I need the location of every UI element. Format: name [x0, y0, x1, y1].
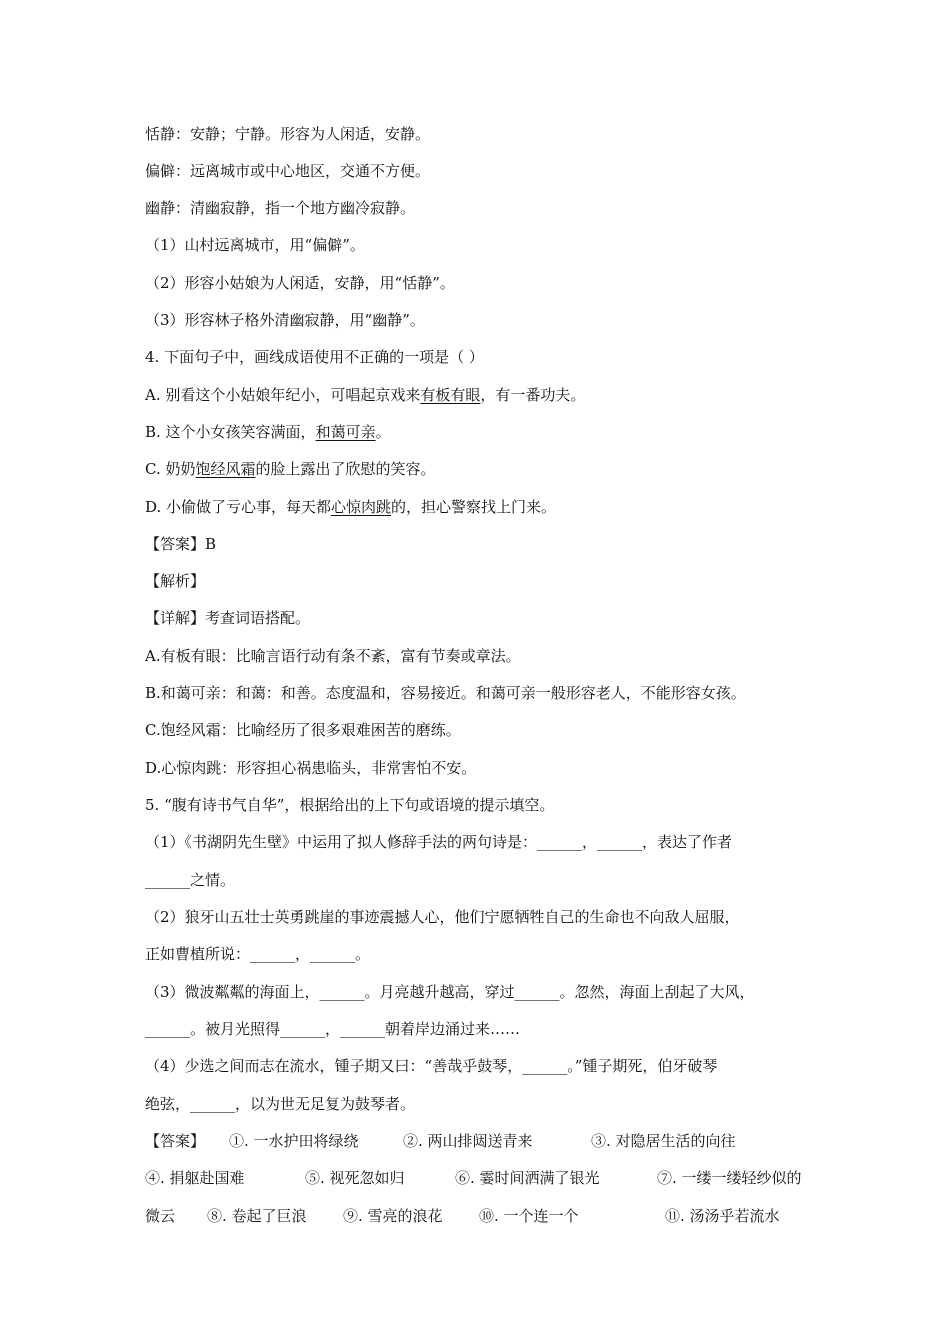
question-4-answer: 【答案】B — [145, 535, 217, 553]
answer-1: ①. 一水护田将绿绕 — [229, 1132, 359, 1150]
question-5-answer-label: 【答案】 — [145, 1132, 206, 1150]
question-5-part-4-cont: 绝弦，______，以为世无足复为鼓琴者。 — [145, 1095, 416, 1113]
explanation-d: D.心惊肉跳：形容担心祸患临头，非常害怕不安。 — [145, 759, 477, 777]
answer-6: ⑥. 霎时间洒满了银光 — [455, 1169, 600, 1187]
question-5-part-1-cont: ______之情。 — [145, 871, 236, 889]
question-5-part-3: （3）微波粼粼的海面上，______。月亮越升越高，穿过______。忽然，海面上刮起了大风， — [145, 983, 755, 1001]
definition-tianjing: 恬静：安静；宁静。形容为人闲适，安静。 — [145, 125, 431, 143]
explanation-b: B.和蔼可亲：和蔼：和善。态度温和，容易接近。和蔼可亲一般形容老人，不能形容女孩。 — [145, 684, 746, 702]
question-5-answer-row-2 — [145, 1167, 825, 1189]
question-5-part-1: （1）《书湖阴先生壁》中运用了拟人修辞手法的两句诗是：______，______，表达了作者 — [145, 833, 733, 851]
definition-pianpi: 偏僻：远离城市或中心地区，交通不方便。 — [145, 162, 431, 180]
question-4-option-b — [145, 421, 825, 443]
usage-1: （1）山村远离城市，用“偏僻”。 — [145, 236, 365, 254]
option-c-text: C. 奶奶 — [145, 460, 196, 478]
answer-5: ⑤. 视死忽如归 — [305, 1169, 405, 1187]
question-4-stem: 4. 下面句子中，画线成语使用不正确的一项是（ ） — [145, 348, 484, 366]
explanation-a: A.有板有眼：比喻言语行动有条不紊，富有节奏或章法。 — [145, 647, 521, 665]
answer-9: ⑨. 雪亮的浪花 — [343, 1207, 443, 1225]
answer-4: ④. 捐躯赴国难 — [145, 1169, 245, 1187]
option-d-text: D. 小偷做了亏心事，每天都 — [145, 498, 332, 516]
answer-8: ⑧. 卷起了巨浪 — [207, 1207, 307, 1225]
question-4-option-c — [145, 458, 825, 480]
question-4-detail: 【详解】考查词语搭配。 — [145, 609, 311, 627]
option-d-idiom: 心惊肉跳 — [331, 498, 392, 516]
answer-7: ⑦. 一缕一缕轻纱似的 — [657, 1169, 802, 1187]
question-4-analysis: 【解析】 — [145, 572, 206, 590]
question-5-part-3-cont: ______。被月光照得______，______朝着岸边涌过来…… — [145, 1020, 521, 1038]
question-5-answer-row-1 — [145, 1130, 825, 1152]
answer-3: ③. 对隐居生活的向往 — [591, 1132, 736, 1150]
answer-10: ⑩. 一个连一个 — [479, 1207, 579, 1225]
option-b-text: B. 这个小女孩笑容满面， — [145, 423, 316, 441]
option-d-tail: 的，担心警察找上门来。 — [391, 498, 557, 516]
answer-2: ②. 两山排闼送青来 — [403, 1132, 533, 1150]
option-a-text: A. 别看这个小姑娘年纪小，可唱起京戏来 — [145, 386, 421, 404]
usage-3: （3）形容林子格外清幽寂静，用“幽静”。 — [145, 311, 425, 329]
question-4-option-d — [145, 496, 825, 518]
usage-2: （2）形容小姑娘为人闲适，安静，用“恬静”。 — [145, 274, 455, 292]
question-5-part-2-cont: 正如曹植所说：______，______。 — [145, 945, 371, 963]
question-5-part-4: （4）少选之间而志在流水，锺子期又曰：“善哉乎鼓琴，______。”锺子期死，伯牙破琴 — [145, 1057, 718, 1075]
option-a-tail: ，有一番功夫。 — [480, 386, 586, 404]
question-5-answer-row-3 — [145, 1205, 825, 1227]
answer-7-cont: 微云 — [145, 1207, 176, 1225]
question-5-part-2: （2）狼牙山五壮士英勇跳崖的事迹震撼人心，他们宁愿牺牲自己的生命也不向敌人屈服， — [145, 908, 740, 926]
question-4-option-a — [145, 384, 825, 406]
option-a-idiom: 有板有眼 — [420, 386, 481, 404]
option-b-tail: 。 — [375, 423, 391, 441]
option-c-tail: 的脸上露出了欣慰的笑容。 — [255, 460, 436, 478]
answer-11: ⑪. 汤汤乎若流水 — [665, 1207, 780, 1225]
option-b-idiom: 和蔼可亲 — [315, 423, 376, 441]
question-5-stem: 5. “腹有诗书气自华”，根据给出的上下句或语境的提示填空。 — [145, 796, 555, 814]
option-c-idiom: 饱经风霜 — [195, 460, 256, 478]
explanation-c: C.饱经风霜：比喻经历了很多艰难困苦的磨练。 — [145, 721, 461, 739]
definition-youjing: 幽静：清幽寂静，指一个地方幽冷寂静。 — [145, 199, 416, 217]
